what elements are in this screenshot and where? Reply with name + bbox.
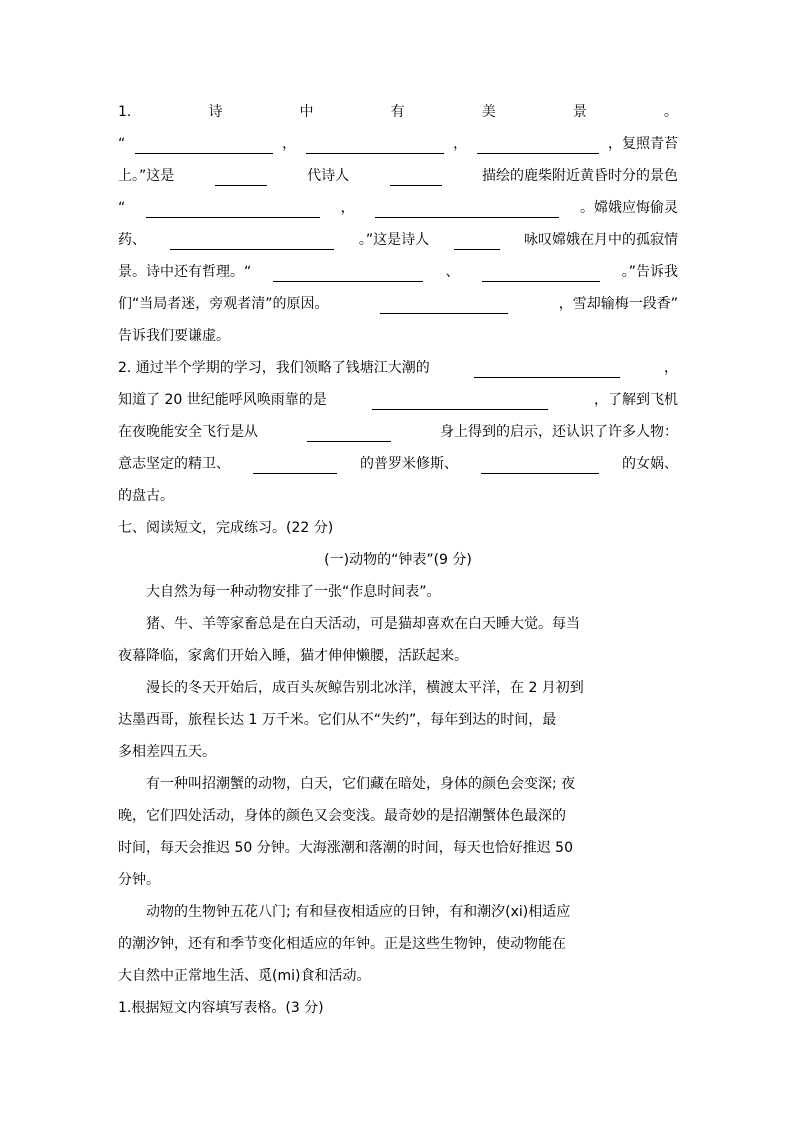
answer-blank[interactable] bbox=[372, 391, 548, 410]
q1-line-6 bbox=[118, 256, 678, 288]
answer-blank[interactable] bbox=[482, 263, 600, 282]
text: ， bbox=[340, 200, 355, 216]
text: 药、 bbox=[118, 232, 146, 248]
text: 意志坚定的精卫、 bbox=[118, 456, 230, 472]
q1-title-char: 诗 bbox=[208, 104, 223, 120]
text: 。”告诉我 bbox=[621, 264, 678, 280]
passage-title: (一)动物的“钟表”(9 分) bbox=[324, 552, 472, 568]
text: 的女娲、 bbox=[622, 456, 678, 472]
text: ，复照青苔 bbox=[607, 136, 678, 152]
answer-blank[interactable] bbox=[146, 199, 320, 218]
text: “ bbox=[118, 200, 126, 216]
paragraph-4-line: 时间，每天会推迟 50 分钟。大海涨潮和落潮的时间，每天也恰好推迟 50 bbox=[118, 840, 573, 856]
q1-title-char: 有 bbox=[390, 104, 405, 120]
text: ，了解到飞机 bbox=[594, 392, 678, 408]
answer-blank[interactable] bbox=[454, 231, 500, 250]
section-heading: 七、阅读短文，完成练习。(22 分) bbox=[118, 520, 334, 536]
paragraph-5-line: 的潮汐钟，还有和季节变化相适应的年钟。正是这些生物钟，使动物能在 bbox=[118, 936, 566, 952]
paragraph-1: 大自然为每一种动物安排了一张“作息时间表”。 bbox=[146, 584, 441, 600]
q2-line-2 bbox=[118, 384, 678, 416]
q1-title-line bbox=[118, 96, 678, 128]
text: ， bbox=[453, 136, 468, 152]
text: ， bbox=[664, 360, 678, 376]
q1-line-3 bbox=[118, 160, 678, 192]
exam-page bbox=[118, 96, 678, 1024]
answer-blank[interactable] bbox=[474, 359, 620, 378]
answer-blank[interactable] bbox=[215, 167, 267, 186]
text: 们“当局者迷，旁观者清”的原因。 bbox=[118, 296, 329, 312]
paragraph-4-line: 晚，它们四处活动，身体的颜色又会变浅。最奇妙的是招潮蟹体色最深的 bbox=[118, 808, 566, 824]
q1-title-char: 美 bbox=[481, 104, 496, 120]
answer-blank[interactable] bbox=[380, 295, 508, 314]
q2-line-4 bbox=[118, 448, 678, 480]
paragraph-3-line: 多相差四五天。 bbox=[118, 744, 216, 760]
answer-blank[interactable] bbox=[273, 263, 423, 282]
text: 咏叹嫦娥在月中的孤寂情 bbox=[523, 232, 678, 248]
q1-line-4 bbox=[118, 192, 678, 224]
text: 景。诗中还有哲理。“ bbox=[118, 264, 252, 280]
q1-title-char: 中 bbox=[299, 104, 314, 120]
text: 在夜晚能安全飞行是从 bbox=[118, 424, 258, 440]
paragraph-5-line: 大自然中正常地生活、觅(mi)食和活动。 bbox=[118, 968, 371, 984]
text: “ bbox=[118, 136, 126, 152]
paragraph-5-line: 动物的生物钟五花八门; 有和昼夜相适应的日钟，有和潮汐(xi)相适应 bbox=[146, 904, 571, 920]
q1-line-8: 告诉我们要谦虚。 bbox=[118, 328, 230, 344]
answer-blank[interactable] bbox=[306, 135, 444, 154]
paragraph-4-line: 分钟。 bbox=[118, 872, 160, 888]
text: 。嫦娥应悔偷灵 bbox=[579, 200, 678, 216]
q1-number: 1. bbox=[118, 104, 132, 120]
text: 。”这是诗人 bbox=[358, 232, 430, 248]
answer-blank[interactable] bbox=[253, 455, 337, 474]
q1-title-char: 。 bbox=[663, 104, 678, 120]
q2-line-3 bbox=[118, 416, 678, 448]
text: 描绘的鹿柴附近黄昏时分的景色 bbox=[481, 168, 678, 184]
answer-blank[interactable] bbox=[307, 423, 391, 442]
text: 身上得到的启示，还认识了许多人物： bbox=[440, 424, 678, 440]
q1-line-7 bbox=[118, 288, 678, 320]
text: 代诗人 bbox=[307, 168, 350, 184]
answer-blank[interactable] bbox=[135, 135, 273, 154]
text: 的普罗米修斯、 bbox=[360, 456, 458, 472]
exercise-question-1: 1.根据短文内容填写表格。(3 分) bbox=[118, 1000, 324, 1016]
text: 上。”这是 bbox=[118, 168, 175, 184]
q1-title-char: 景 bbox=[572, 104, 587, 120]
answer-blank[interactable] bbox=[375, 199, 559, 218]
q1-line-2 bbox=[118, 128, 678, 160]
answer-blank[interactable] bbox=[170, 231, 334, 250]
answer-blank[interactable] bbox=[390, 167, 442, 186]
paragraph-2-line: 夜幕降临，家禽们开始入睡，猫才伸伸懒腰，活跃起来。 bbox=[118, 648, 468, 664]
q2-line-5: 的盘古。 bbox=[118, 488, 174, 504]
text: 2. 通过半个学期的学习，我们领略了钱塘江大潮的 bbox=[118, 360, 430, 376]
paragraph-3-line: 达墨西哥，旅程长达 1 万千米。它们从不“失约”，每年到达的时间，最 bbox=[118, 712, 557, 728]
text: ，雪却输梅一段香” bbox=[558, 296, 678, 312]
paragraph-2-line: 猪、牛、羊等家畜总是在白天活动，可是猫却喜欢在白天睡大觉。每当 bbox=[146, 616, 580, 632]
text: 、 bbox=[445, 264, 460, 280]
answer-blank[interactable] bbox=[477, 135, 599, 154]
q2-line-1 bbox=[118, 352, 678, 384]
answer-blank[interactable] bbox=[481, 455, 599, 474]
text: ， bbox=[282, 136, 297, 152]
text: 知道了 20 世纪能呼风唤雨靠的是 bbox=[118, 392, 327, 408]
q1-line-5 bbox=[118, 224, 678, 256]
paragraph-4-line: 有一种叫招潮蟹的动物，白天，它们藏在暗处，身体的颜色会变深; 夜 bbox=[146, 776, 576, 792]
paragraph-3-line: 漫长的冬天开始后，成百头灰鲸告别北冰洋，横渡太平洋，在 2 月初到 bbox=[146, 680, 584, 696]
